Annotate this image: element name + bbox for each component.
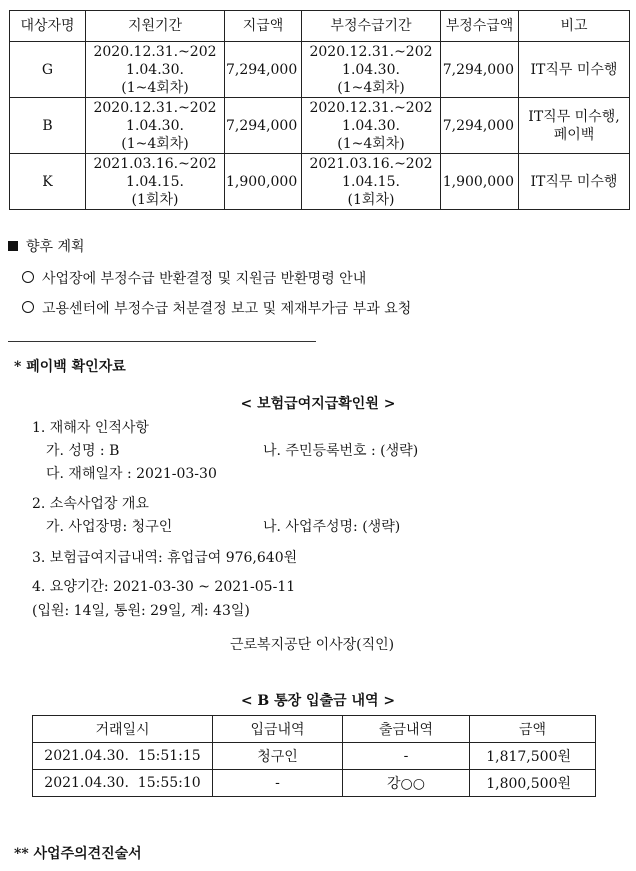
cell-name: B [10,98,86,154]
cell-name: G [10,42,86,98]
header-datetime: 거래일시 [33,716,213,743]
cell-fraud-amount: 7,294,000 [441,98,519,154]
period-note: (1~4회차) [121,79,189,96]
victim-id: 나. 주민등록번호 : (생략) [263,443,419,459]
cert-title: < 보험급여지급확인원 > [240,396,396,412]
circle-bullet-icon [22,301,34,313]
header-period: 지원기간 [86,11,225,42]
header-deposit: 입금내역 [213,716,343,743]
footer-heading: ** 사업주의견진술서 [14,846,142,862]
cell-withdraw: 강○○ [343,770,470,797]
cell-period [86,154,225,210]
company-name: 가. 사업장명: 청구인 [46,519,173,535]
cell-withdraw: - [343,743,470,770]
cell-fraud-amount: 7,294,000 [441,42,519,98]
owner-name: 나. 사업주성명: (생략) [263,519,401,535]
table-row [10,98,630,154]
cell-fraud-period [302,42,441,98]
victim-name: 가. 성명 : B [46,443,120,459]
header-amount: 금액 [470,716,596,743]
fraud-period-text: 2020.12.31.~2021.04.30. [309,43,433,78]
header-paid: 지급액 [225,11,302,42]
fraud-period-note: (1~4회차) [337,79,405,96]
cell-amount: 1,800,500원 [470,770,596,797]
bank-title: < B 통장 입출금 내역 > [240,693,396,709]
period-text: 2021.03.16.~2021.04.15. [93,155,217,190]
header-remark: 비고 [519,11,630,42]
plan-item-text: 고용센터에 부정수급 처분결정 보고 및 제재부가금 부과 요청 [42,301,412,317]
plan-item [22,298,411,318]
cell-datetime: 2021.04.30. 15:51:15 [33,743,213,770]
plan-item-text: 사업장에 부정수급 반환결정 및 지원금 반환명령 안내 [42,271,367,287]
section-2-title: 2. 소속사업장 개요 [32,496,149,512]
header-withdraw: 출금내역 [343,716,470,743]
period-note: (1~4회차) [121,135,189,152]
period-text: 2020.12.31.~2021.04.30. [93,43,217,78]
cell-fraud-period [302,154,441,210]
cell-deposit: 청구인 [213,743,343,770]
table-row [10,154,630,210]
cell-amount: 1,817,500원 [470,743,596,770]
cell-paid: 7,294,000 [225,42,302,98]
cell-datetime: 2021.04.30. 15:55:10 [33,770,213,797]
issuer: 근로복지공단 이사장(직인) [230,637,395,653]
cell-paid: 7,294,000 [225,98,302,154]
section-3: 3. 보험급여지급내역: 휴업급여 976,640원 [32,550,298,566]
cell-period [86,42,225,98]
cell-paid: 1,900,000 [225,154,302,210]
fraud-period-text: 2021.03.16.~2021.04.15. [309,155,433,190]
section-1-title: 1. 재해자 인적사항 [32,420,149,436]
payback-heading: * 페이백 확인자료 [14,359,126,375]
circle-bullet-icon [22,271,34,283]
cell-period [86,98,225,154]
plan-title: 향후 계획 [26,239,85,255]
square-bullet-icon [8,241,18,251]
header-fraud-period: 부정수급기간 [302,11,441,42]
cell-remark: IT직무 미수행 [519,154,630,210]
cell-name: K [10,154,86,210]
fraud-period-text: 2020.12.31.~2021.04.30. [309,99,433,134]
cell-fraud-period [302,98,441,154]
plan-heading [8,236,85,256]
fraud-period-note: (1회차) [347,191,395,208]
divider [8,341,316,342]
fraud-period-note: (1~4회차) [337,135,405,152]
section-4: 4. 요양기간: 2021-03-30 ~ 2021-05-11 [32,579,296,595]
accident-date: 다. 재해일자 : 2021-03-30 [46,466,217,482]
cell-fraud-amount: 1,900,000 [441,154,519,210]
table-header-row [33,716,596,743]
cell-remark: IT직무 미수행 [519,42,630,98]
section-4-detail: (입원: 14일, 통원: 29일, 계: 43일) [32,603,250,619]
bank-table [32,715,596,797]
period-note: (1회차) [131,191,179,208]
cell-remark: IT직무 미수행, 페이백 [519,98,630,154]
period-text: 2020.12.31.~2021.04.30. [93,99,217,134]
table-row [33,770,596,797]
plan-item [22,268,366,288]
header-fraud-amount: 부정수급액 [441,11,519,42]
fraud-table [9,10,630,210]
table-row [33,743,596,770]
header-name: 대상자명 [10,11,86,42]
table-row [10,42,630,98]
cell-deposit: - [213,770,343,797]
table-header-row [10,11,630,42]
